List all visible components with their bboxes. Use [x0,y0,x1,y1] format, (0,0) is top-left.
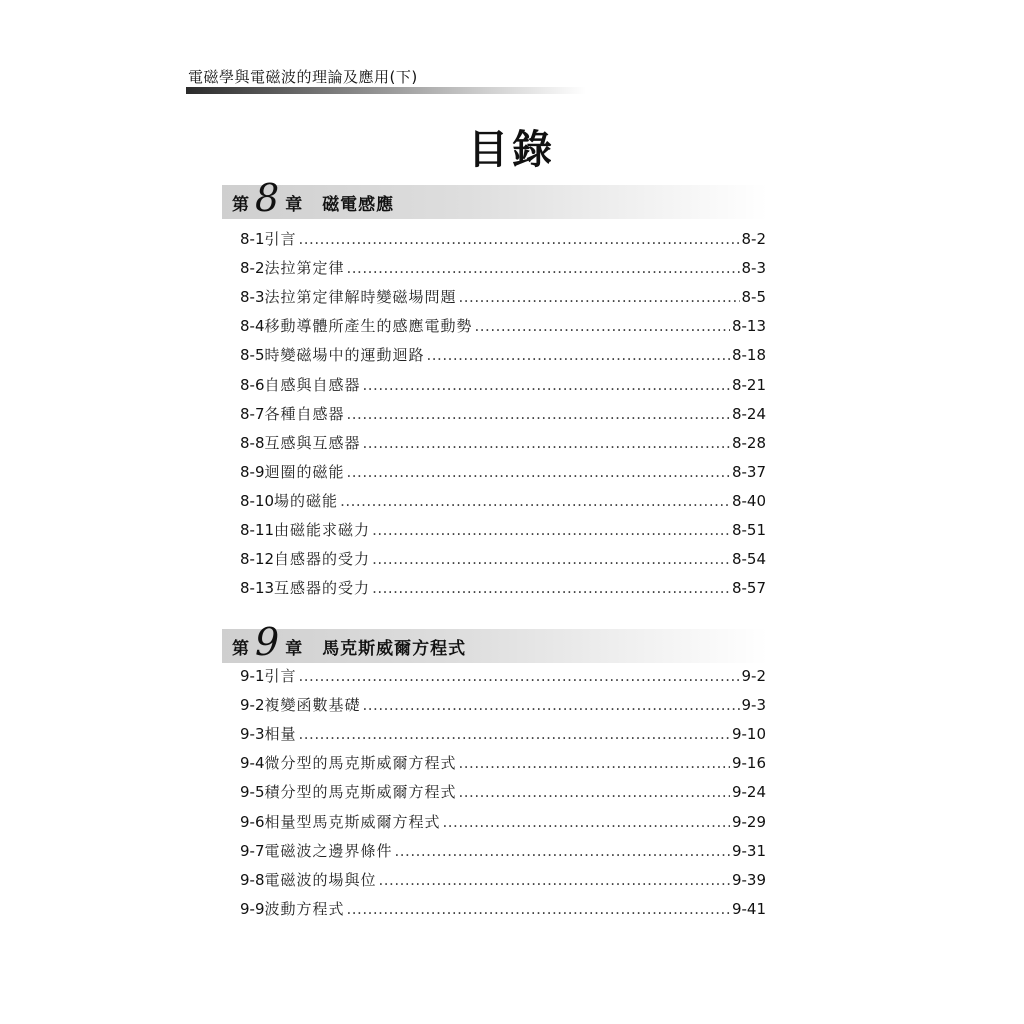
page-number: 8-5 [741,288,766,307]
section-number: 9-2 [240,696,265,715]
dot-leader [459,783,730,801]
toc-entry[interactable] [240,811,766,833]
section-number: 8-4 [240,317,265,336]
page-number: 9-3 [741,696,766,715]
dot-leader [363,696,740,714]
section-number: 8-13 [240,579,275,598]
dot-leader [379,871,730,889]
section-number: 8-11 [240,521,275,539]
toc-entry[interactable] [240,344,766,366]
chapter-prefix: 第 [232,194,249,215]
toc-entry[interactable] [240,898,766,920]
section-number: 8-2 [240,259,265,278]
page-number: 9-39 [731,870,766,889]
section-number: 8-9 [240,462,265,481]
section-title: 法拉第定律解時變磁場問題 [264,288,457,307]
dot-leader [299,725,730,743]
dot-leader [299,667,740,685]
section-title: 微分型的馬克斯威爾方程式 [264,754,457,773]
toc-entry[interactable] [240,315,766,337]
page-number: 8-37 [731,462,766,481]
dot-leader [347,463,730,481]
page-number: 8-18 [731,346,766,365]
toc-entry[interactable] [240,781,766,803]
section-number: 9-3 [240,725,265,744]
section-number: 9-9 [240,899,265,918]
page-number: 8-57 [731,579,766,598]
page-number: 8-3 [741,259,766,278]
toc-entry[interactable] [240,228,766,250]
section-title: 自感與自感器 [264,375,361,394]
page-number: 8-2 [741,230,766,248]
dot-leader [459,754,730,772]
toc-entry[interactable] [240,723,766,745]
section-title: 由磁能求磁力 [274,521,371,539]
page-number: 8-28 [731,433,766,452]
dot-leader [427,346,730,364]
section-title: 波動方程式 [264,899,345,918]
section-number: 9-6 [240,812,265,831]
toc-entry[interactable] [240,840,766,862]
section-title: 引言 [264,667,297,685]
toc-entry[interactable] [240,548,766,570]
toc-entry[interactable] [240,752,766,774]
toc-entry[interactable] [240,869,766,891]
chapter-prefix: 第 [232,638,249,659]
section-number: 9-8 [240,870,265,889]
page-number: 8-21 [731,375,766,394]
section-title: 電磁波的場與位 [264,870,377,889]
section-number: 8-1 [240,230,265,248]
section-number: 9-5 [240,783,265,802]
toc-entry[interactable] [240,432,766,454]
dot-leader [363,376,730,394]
section-number: 8-7 [240,404,265,423]
section-title: 移動導體所產生的感應電動勢 [264,317,473,336]
dot-leader [459,288,740,306]
toc-entry[interactable] [240,403,766,425]
toc-entry[interactable] [240,257,766,279]
dot-leader [443,813,730,831]
section-title: 引言 [264,230,297,248]
toc-entry[interactable] [240,694,766,716]
dot-leader [372,550,730,568]
chapter-number: 8 [255,176,280,220]
section-number: 8-5 [240,346,265,365]
header-rule [186,87,586,94]
toc-entry[interactable] [240,286,766,308]
section-number: 8-10 [240,491,275,510]
section-title: 相量型馬克斯威爾方程式 [264,812,441,831]
section-number: 9-7 [240,841,265,860]
section-title: 迴圈的磁能 [264,462,345,481]
section-number: 8-12 [240,550,275,569]
page-number: 9-2 [741,667,766,685]
page-number: 8-13 [731,317,766,336]
chapter-suffix: 章 [285,638,303,659]
toc-title: 目錄 [468,126,556,173]
chapter-title: 馬克斯威爾方程式 [322,638,467,659]
dot-leader [363,434,730,452]
section-title: 時變磁場中的運動迴路 [264,346,425,365]
section-title: 場的磁能 [274,491,339,510]
page-number: 8-40 [731,491,766,510]
page-number: 8-51 [731,521,766,539]
page-number: 9-16 [731,754,766,773]
section-title: 互感器的受力 [274,579,371,598]
section-number: 9-1 [240,667,265,685]
toc-entry[interactable] [240,490,766,512]
section-title: 相量 [264,725,297,744]
section-number: 9-4 [240,754,265,773]
section-title: 各種自感器 [264,404,345,423]
chapter-number: 9 [255,620,280,664]
toc-entry[interactable] [240,461,766,483]
page-number: 9-24 [731,783,766,802]
section-title: 電磁波之邊界條件 [264,841,393,860]
chapter-heading-8 [222,176,768,220]
chapter-title: 磁電感應 [322,194,395,215]
section-title: 互感與互感器 [264,433,361,452]
dot-leader [372,579,730,597]
running-header [186,64,606,94]
page-number: 9-29 [731,812,766,831]
section-title: 複變函數基礎 [264,696,361,715]
dot-leader [347,900,730,918]
dot-leader [372,521,730,539]
page-number: 8-24 [731,404,766,423]
dot-leader [395,842,730,860]
page-number: 9-41 [731,899,766,918]
toc-entry[interactable] [240,374,766,396]
book-title: 電磁學與電磁波的理論及應用(下) [188,68,418,86]
dot-leader [475,317,730,335]
section-title: 積分型的馬克斯威爾方程式 [264,783,457,802]
page-number: 8-54 [731,550,766,569]
toc-entry[interactable] [240,665,766,687]
page-number: 9-31 [731,841,766,860]
dot-leader [340,492,730,510]
page-number: 9-10 [731,725,766,744]
toc-entry[interactable] [240,577,766,599]
toc-entry[interactable] [240,519,766,541]
section-title: 法拉第定律 [264,259,345,278]
dot-leader [299,230,740,248]
section-number: 8-6 [240,375,265,394]
section-title: 自感器的受力 [274,550,371,569]
section-number: 8-3 [240,288,265,307]
section-number: 8-8 [240,433,265,452]
chapter-suffix: 章 [285,194,303,215]
dot-leader [347,259,740,277]
dot-leader [347,405,730,423]
chapter-heading-9 [222,620,768,664]
